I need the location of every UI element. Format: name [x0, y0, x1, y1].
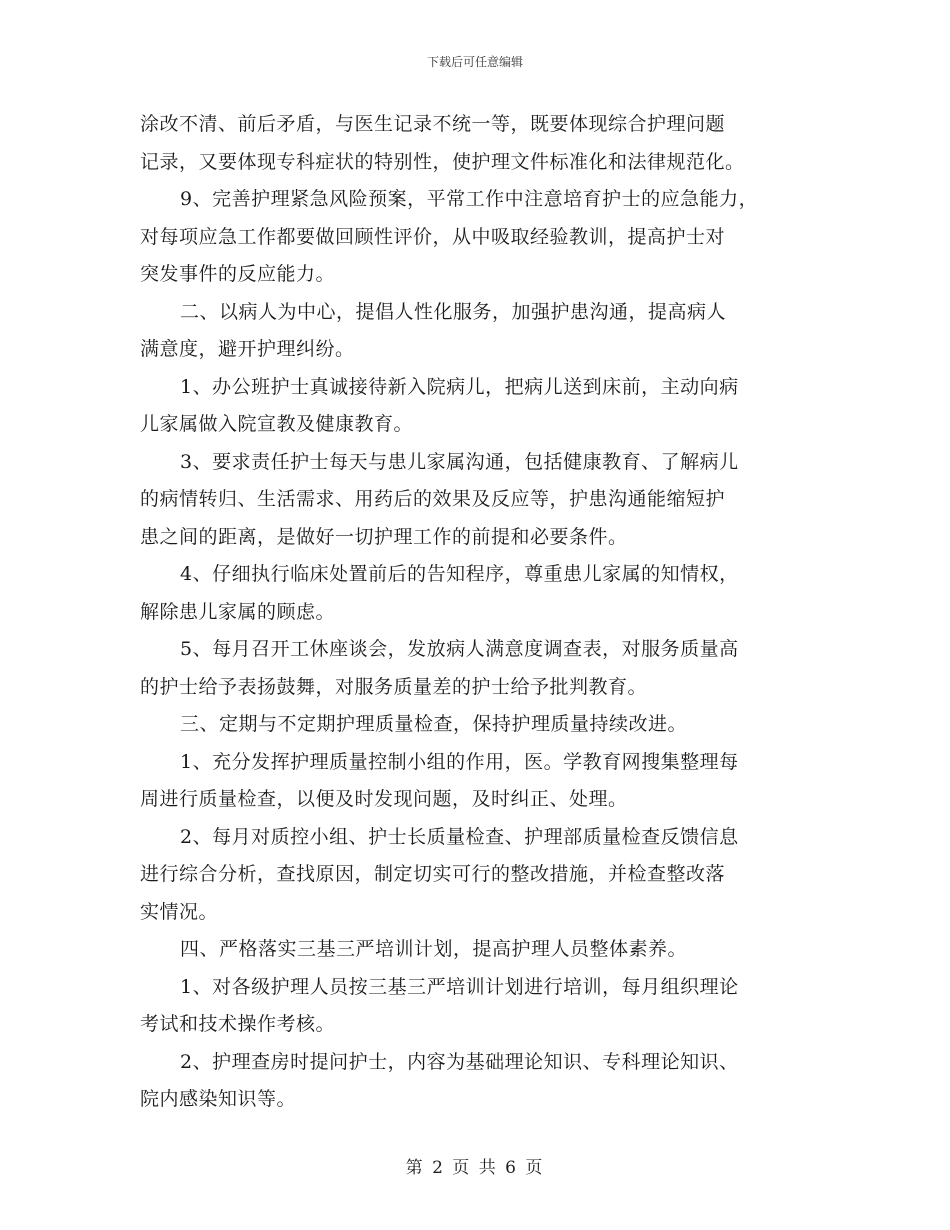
section-heading: [140, 706, 820, 744]
text-line: 对每项应急工作都要做回顾性评价，从中吸取经验教训，提高护士对: [140, 225, 726, 248]
text-line: 满意度，避开护理纠纷。: [140, 338, 355, 360]
text-line: 进行综合分析，查找原因，制定切实可行的整改措施，并检查整改落: [140, 863, 726, 885]
text-line: 9、完善护理紧急风险预案，平常工作中注意培育护士的应急能力，: [180, 188, 759, 210]
text-line: 三、定期与不定期护理质量检查，保持护理质量持续改进。: [180, 713, 688, 735]
text-line: 涂改不清、前后矛盾，与医生记录不统一等，既要体现综合护理问题: [140, 113, 726, 135]
header-note: 下载后可任意编辑: [426, 55, 523, 69]
text-line: 的护士给予表扬鼓舞，对服务质量差的护士给予批判教育。: [140, 675, 648, 698]
paragraph: [140, 744, 820, 819]
text-line: 解除患儿家属的顾虑。: [140, 600, 336, 623]
text-line: 实情况。: [140, 900, 219, 923]
text-line: 四、严格落实三基三严培训计划，提高护理人员整体素养。: [180, 938, 688, 960]
text-line: 的病情转归、生活需求、用药后的效果及反应等，护患沟通能缩短护: [140, 488, 726, 510]
document-body: [140, 106, 820, 1119]
text-line: 3、要求责任护士每天与患儿家属沟通，包括健康教育、了解病儿: [180, 450, 739, 473]
paragraph: [140, 969, 820, 1044]
paragraph: [140, 444, 820, 557]
text-line: 考试和技术操作考核。: [140, 1013, 336, 1035]
text-line: 患之间的距离，是做好一切护理工作的前提和必要条件。: [140, 525, 628, 548]
text-line: 突发事件的反应能力。: [140, 263, 336, 285]
text-line: 院内感染知识等。: [140, 1088, 297, 1110]
text-line: 1、充分发挥护理质量控制小组的作用，医。学教育网搜集整理每: [180, 750, 739, 773]
section-heading: [140, 931, 820, 969]
paragraph: [140, 631, 820, 706]
text-line: 2、每月对质控小组、护士长质量检查、护理部质量检查反馈信息: [180, 825, 739, 848]
text-line: 二、以病人为中心，提倡人性化服务，加强护患沟通，提高病人: [180, 300, 727, 323]
paragraph: [140, 181, 820, 294]
text-line: 记录，又要体现专科症状的特别性，使护理文件标准化和法律规范化。: [140, 150, 745, 173]
text-line: 1、对各级护理人员按三基三严培训计划进行培训，每月组织理论: [180, 975, 739, 998]
text-line: 4、仔细执行临床处置前后的告知程序，尊重患儿家属的知情权，: [180, 563, 739, 585]
text-line: 5、每月召开工休座谈会，发放病人满意度调查表，对服务质量高: [180, 638, 739, 660]
paragraph: [140, 369, 820, 444]
text-line: 周进行质量检查，以便及时发现问题，及时纠正、处理。: [140, 788, 628, 810]
paragraph: [140, 106, 820, 181]
paragraph: [140, 1044, 820, 1119]
page-number: 第 2 页 共 6 页: [405, 1158, 545, 1178]
paragraph: [140, 556, 820, 631]
section-heading: [140, 294, 820, 369]
text-line: 1、办公班护士真诚接待新入院病儿，把病儿送到床前，主动向病: [180, 375, 739, 398]
paragraph: [140, 819, 820, 932]
text-line: 2、护理查房时提问护士，内容为基础理论知识、专科理论知识、: [180, 1050, 739, 1073]
text-line: 儿家属做入院宣教及健康教育。: [140, 413, 414, 435]
